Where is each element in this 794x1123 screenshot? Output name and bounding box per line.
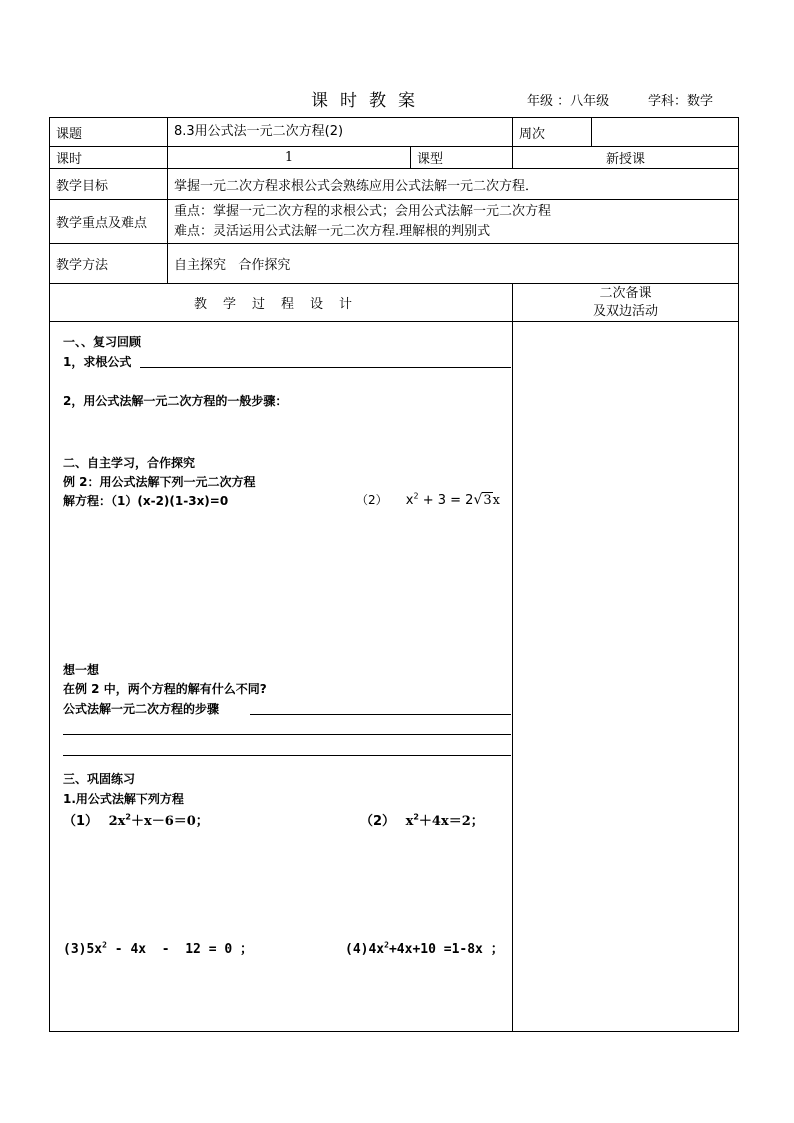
eq2-prefix: （2）: [356, 492, 388, 507]
example2-eq1: [63, 492, 228, 509]
topic-row: [50, 118, 739, 147]
week-value: [592, 118, 739, 147]
method-value: 自主探究 合作探究: [168, 244, 739, 284]
goal-row: [50, 169, 739, 200]
type-label: 课型: [411, 147, 513, 169]
difficult-point: 难点：灵活运用公式法解一元二次方程.理解根的判别式: [174, 223, 491, 239]
eq2-end: x: [492, 492, 500, 508]
process-heading: 教学过程设计: [50, 284, 513, 322]
side-heading: [513, 284, 739, 322]
think-question: 在例 2 中，两个方程的解有什么不同?: [63, 681, 267, 696]
practice-1-a: 2x: [108, 813, 126, 829]
section2-title: 二、自主学习，合作探究: [63, 455, 196, 470]
steps-answer-line-1: [250, 714, 511, 715]
practice-2-b: ＋4x＝2；: [418, 813, 484, 829]
eq1-prefix: 解方程：（1）: [63, 493, 138, 508]
practice-2: [360, 810, 484, 829]
practice-4-a: (4)4x: [345, 941, 385, 957]
practice-3-exp: 2: [102, 940, 107, 950]
practice-2-label: （2）: [360, 813, 396, 829]
q2-steps-label: 2，用公式法解一元二次方程的一般步骤：: [63, 393, 288, 408]
section3-title: 三、巩固练习: [63, 771, 136, 786]
think-title: 想一想: [63, 662, 100, 677]
period-row: [50, 147, 739, 169]
practice-2-exp: 2: [413, 812, 419, 822]
key-value: [168, 200, 739, 244]
steps-answer-line-2: [63, 734, 511, 735]
eq2-exp: 2: [413, 491, 419, 501]
key-point: 重点：掌握一元二次方程的求根公式；会用公式法解一元二次方程: [174, 203, 552, 219]
side-heading-line1: 二次备课: [599, 285, 652, 301]
goal-value: 掌握一元二次方程求根公式会熟练应用公式法解一元二次方程．: [168, 169, 739, 200]
process-header-row: [50, 284, 739, 322]
topic-value: 8.3用公式法一元二次方程(2): [168, 118, 513, 147]
eq1-expression: (x-2)(1-3x)=0: [137, 493, 229, 508]
page-title: 课时教案: [311, 91, 427, 111]
example2-eq2: [356, 491, 500, 508]
practice-1-label: （1）: [63, 813, 99, 829]
practice-3-b: - 4x - 12 = 0 ；: [106, 941, 254, 957]
key-row: [50, 200, 739, 244]
practice-intro: 1.用公式法解下列方程: [63, 791, 184, 806]
practice-4-b: +4x+10 =1-8x ；: [388, 941, 504, 957]
practice-1-b: ＋x－6＝0；: [130, 813, 209, 829]
section1-title: 一、、复习回顾: [63, 334, 142, 349]
process-content-row: [50, 322, 739, 1032]
eq2-root: 3: [483, 492, 492, 508]
week-label: 周次: [513, 118, 592, 147]
period-label: 课时: [50, 147, 168, 169]
q1-answer-line: [140, 367, 511, 368]
side-notes-area: [513, 322, 739, 1032]
eq2-x: x: [405, 492, 414, 508]
lesson-plan-table: [49, 117, 739, 1032]
process-content: [50, 322, 513, 1032]
eq2-mid: + 3 = 2: [418, 492, 474, 508]
example2-label: 例 2：用公式法解下列一元二次方程: [63, 474, 256, 489]
method-label: 教学方法: [50, 244, 168, 284]
method-row: [50, 244, 739, 284]
subject-label: 学科：数学: [648, 94, 714, 109]
practice-4: [345, 938, 504, 957]
practice-1: [63, 810, 209, 829]
side-heading-line2: 及双边活动: [592, 303, 658, 319]
type-value: 新授课: [513, 147, 739, 169]
practice-3: [63, 938, 253, 957]
steps-answer-line-3: [63, 755, 511, 756]
key-label: 教学重点及难点: [50, 200, 168, 244]
practice-3-a: (3)5x: [63, 941, 103, 957]
period-value: 1: [168, 147, 411, 169]
sqrt-icon: √: [473, 491, 483, 508]
topic-label: 课题: [50, 118, 168, 147]
goal-label: 教学目标: [50, 169, 168, 200]
grade-label: 年级 ：八年级: [527, 94, 610, 109]
q1-formula-label: 1，求根公式: [63, 354, 132, 369]
practice-1-exp: 2: [125, 812, 131, 822]
practice-2-a: x: [405, 813, 414, 829]
think-steps-label: 公式法解一元二次方程的步骤: [63, 701, 220, 716]
practice-4-exp: 2: [384, 940, 389, 950]
